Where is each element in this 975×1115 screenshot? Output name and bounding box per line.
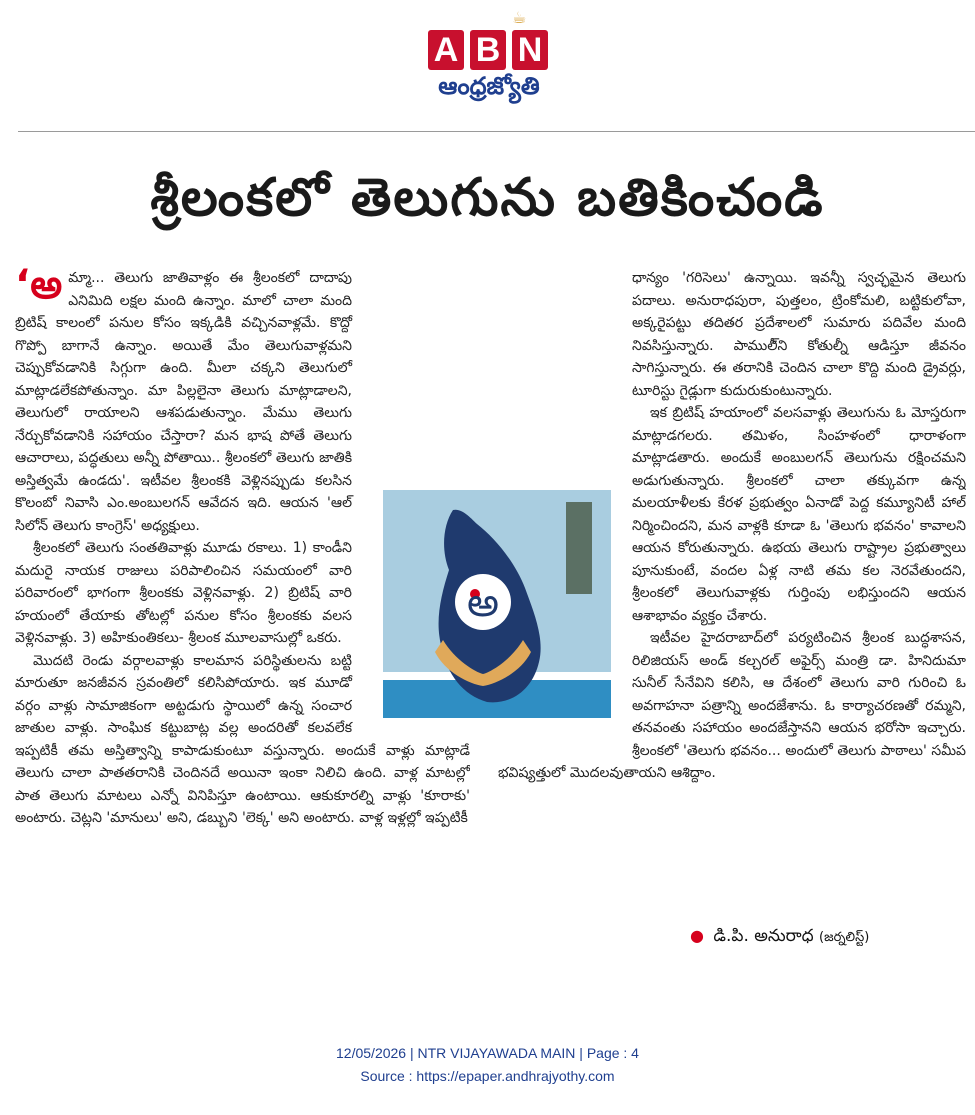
sri-lanka-map-illustration bbox=[383, 490, 611, 718]
post-shape bbox=[566, 502, 592, 594]
article-paragraph: ఇటీవల హైదరాబాద్‌లో పర్యటించిన శ్రీలంక బుద్ధశాసన, రిలిజియస్ అండ్ కల్చరల్ అఫైర్స్ మంత్రి డా. హినిదుమా సునీల్ సేనేవిని కలిసి, ఆ దేశంలో తెలుగు వారి గురించి ఓ అవగాహనా పత్రాన్ని అందజేశాను. ఓ కార్యాచరణతో రమ్మని, తనవంతు సహాయం అందజేస్తానని ఆయన భరోసా ఇచ్చారు. శ్రీలంకలో 'తెలుగు భవనం... అందులో తెలుగు పాఠాలు' సమీప భవిష్యత్తులో మొదలవుతాయని ఆశిద్దాం. bbox=[498, 630, 966, 781]
logo-letter-a: A bbox=[428, 30, 464, 70]
article-paragraph: ధాన్యం 'గరిసెలు' ఉన్నాయి. ఇవన్నీ స్వచ్ఛమైన తెలుగు పదాలు. అనురాధపురా, పుత్తలం, ట్రింకోమలి, బట్టికులోవా, అక్కరైపట్టు తదితర ప్రదేశాలలో సుమారు పదివేల మంది నివసిస్తున్నారు. పాములీ్ని కోతుల్నీ ఆడిస్తూ జీవనం సాగిస్తున్నారు. ఈ తరానికి చెందిన చాలా కొద్ది మంది డ్రైవర్లు, టూరిస్టు గైడ్లుగా కుదురుకుంటున్నారు. bbox=[632, 270, 966, 399]
masthead-divider bbox=[18, 131, 975, 132]
logo-subbrand: ఆంధ్రజ్యోతి bbox=[438, 72, 540, 100]
footer-source-line: Source : https://epaper.andhrajyothy.com bbox=[360, 1068, 615, 1084]
article-paragraph: ‘అమ్మా... తెలుగు జాతివాళ్లం ఈ శ్రీలంకలో దాదాపు ఎనిమిది లక్షల మంది ఉన్నాం. మాలో చాలా మంది బ్రిటిష్ కాలంలో పనుల కోసం ఇక్కడికి వచ్చినవాళ్లమే. కొద్దో గొప్పో బాగానే ఉన్నాం. అయితే మేం తెలుగువాళ్లమని చెప్పుకోవడానికి సిగ్గుగా ఉంది. మీలా చక్కని తెలుగులో మాట్లాడలేకపోతున్నాం. మా పిల్లలైనా తెలుగు మాట్లాడాలని, తెలుగులో రాయాలని ఆశపడుతున్నాం. మేము తెలుగు నేర్చుకోవడానికి సహాయం చేస్తారా? మన భాష పోతే తెలుగు ఆచారాలు, పద్ధతులు అన్నీ పోతాయి.. శ్రీలంకలో తెలుగు జాతికి అస్తిత్వమే ఉండదు'. ఇటీవల శ్రీలంకకి వెళ్లినప్పుడు కలసిన కొలంబో నివాసి ఎం.అంబులగన్ ఆవేదన ఇది. ఆయన 'ఆల్ సిలోన్ తెలుగు కాంగ్రెస్' అధ్యక్షులు. bbox=[15, 267, 352, 534]
byline bbox=[690, 926, 869, 950]
logo-letter-b: B bbox=[470, 30, 506, 70]
footer-edition-line: 12/05/2026 | NTR VIJAYAWADA MAIN | Page : 4 bbox=[336, 1045, 639, 1061]
logo-letter-n: N bbox=[512, 30, 548, 70]
article-paragraph: మొదటి రెండు వర్గాలవాళ్లు కాలమాన పరిస్థితులను బట్టి మారుతూ జనజీవన స్రవంతిలో కలిసిపోయారు. ఇక మూడో వర్గం వాళ్లు సామాజికంగా అట్టడుగు స్థాయిలో ఉన్న సంచార జాతుల వాళ్లు. సాంఘిక కట్టుబాట్ల వల్ల అందరితో కలవలేక ఇప్పటికీ తమ అస్తిత్వాన్ని కాపాడుకుంటూ వస్తున్నారు. అందుకే వాళ్లు మాట్లాడే తెలుగు చాలా పాతతరానికి చెందినదే అయినా ఇంకా నిలిచి ఉంది. వాళ్ల మాటల్లో పాత తెలుగు మాటలు ఎన్నో వినిపిస్తూ ఉంటాయి. ఆకుకూరల్ని వాళ్లు 'కూరాకు' అంటారు. చెట్లని 'మానులు' అని, డబ్బుని 'లెక్క' అని అంటారు. వాళ్ల ఇళ్లల్లో ఇప్పటికీ bbox=[15, 652, 470, 826]
article-paragraph: శ్రీలంకలో తెలుగు సంతతివాళ్లు మూడు రకాలు. 1) కాండీని మదురై నాయక రాజులు పరిపాలించిన సమయంలో వారి పరివారంలో భాగంగా శ్రీలంకకు వెళ్లినవాళ్లు. 2) బ్రిటిష్ వారి హయంలో తేయాకు తోటల్లో పనుల కోసం శ్రీలంకకు వలస వెళ్లినవాళ్లు. 3) అహికుంతికలు- శ్రీలంక మూలవాసుల్లో ఒకరు. bbox=[15, 540, 352, 646]
author-note: (జర్నలిస్ట్) bbox=[819, 930, 870, 945]
drop-cap: ‘అ bbox=[15, 267, 63, 308]
bullet-icon: ● bbox=[690, 926, 704, 945]
coffee-cup-icon: ☕ bbox=[512, 8, 527, 27]
telugu-letter: అ bbox=[467, 580, 499, 626]
article-paragraph: ఇక బ్రిటిష్ హయాంలో వలసవాళ్లు తెలుగును ఓ మోస్తరుగా మాట్లాడగలరు. తమిళం, సింహళంలో ధారాళంగా మాట్లాడతారు. అందుకే అంబులగన్ తెలుగును రక్షించమని అడుగుతున్నారు. శ్రీలంకలో చాలా తక్కువగా ఉన్న మలయాళీలకు కేరళ ప్రభుత్వం ఏనాడో పెద్ద కమ్యూనిటీ హాల్ నిర్మించిందని, మన వాళ్లకి కూడా ఓ 'తెలుగు భవనం' కావాలని ఆయన కోరుతున్నారు. ఉభయ తెలుగు రాష్ట్రాల ప్రభుత్వాలు పూనుకుంటే, వందల ఏళ్ల నాటి తమ కల నెరవేతుందని, శ్రీలంకలో తెలుగువాళ్లకు గుర్తింపు లభిస్తుందని ఆయన ఆశాభావం వ్యక్తం చేశారు. bbox=[632, 405, 966, 624]
abn-logo bbox=[424, 8, 564, 104]
article-headline: శ్రీలంకలో తెలుగును బతికించండి bbox=[150, 168, 825, 228]
author-name: డి.పి. అనురాధ bbox=[713, 926, 814, 946]
